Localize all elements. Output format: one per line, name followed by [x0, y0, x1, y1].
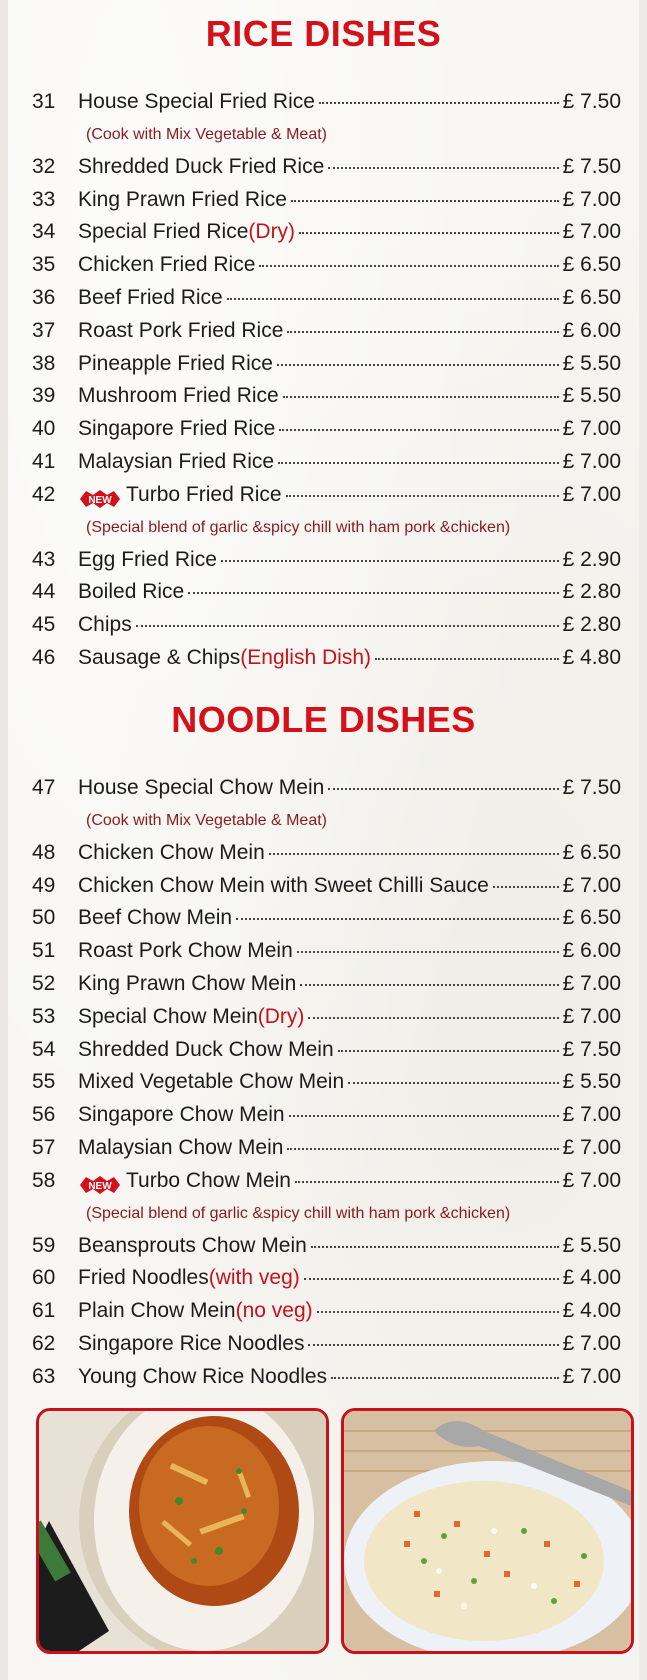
dot-leader: [328, 167, 558, 169]
dot-leader: [348, 1082, 558, 1084]
item-number: 44: [32, 580, 56, 604]
menu-item: [8, 479, 639, 512]
item-number: 49: [32, 873, 56, 897]
dot-leader: [221, 560, 559, 562]
item-name: Fried Noodles: [78, 1266, 209, 1290]
item-number: 34: [32, 220, 56, 244]
item-name-wrap: [78, 184, 287, 217]
item-price: £ 7.00: [562, 1331, 621, 1355]
item-name: Boiled Rice: [78, 580, 185, 604]
item-number: 62: [32, 1331, 56, 1355]
item-name-wrap: [78, 216, 295, 249]
menu-item: [8, 413, 639, 446]
item-name: Young Chow Rice Noodles: [78, 1364, 328, 1388]
item-number: 54: [32, 1037, 56, 1061]
page-edge-left: [0, 0, 8, 1680]
item-price: £ 7.50: [562, 154, 621, 178]
item-price: £ 5.50: [562, 384, 621, 408]
item-name: Malaysian Fried Rice: [78, 449, 275, 473]
dot-leader: [299, 232, 559, 234]
item-price: £ 5.50: [562, 1233, 621, 1257]
menu-item: [8, 544, 639, 577]
item-name: Special Chow Mein: [78, 1004, 258, 1028]
item-price: £ 7.00: [562, 1364, 621, 1388]
item-name: Mushroom Fried Rice: [78, 384, 279, 408]
item-number: 57: [32, 1135, 56, 1159]
item-price: £ 5.50: [562, 351, 621, 375]
dot-leader: [286, 495, 559, 497]
dot-leader: [283, 396, 559, 398]
item-price: £ 2.80: [562, 580, 621, 604]
menu-item: [8, 1132, 639, 1165]
item-name: House Special Chow Mein: [78, 776, 325, 799]
item-number: 50: [32, 906, 56, 930]
item-name-wrap: [78, 870, 489, 903]
photo-strip: [36, 1408, 634, 1652]
item-name-wrap: [78, 413, 275, 446]
menu-item: [8, 1001, 639, 1034]
item-name: Beef Fried Rice: [78, 285, 223, 309]
item-name: Chicken Chow Mein with Sweet Chilli Sauce: [78, 873, 489, 897]
menu-item: [8, 446, 639, 479]
item-name: House Special Fried Rice: [78, 90, 315, 113]
item-number: 38: [32, 351, 56, 375]
dot-leader: [287, 331, 558, 333]
item-name-wrap: [78, 1361, 327, 1394]
svg-text:NEW: NEW: [88, 1181, 112, 1193]
dot-leader: [297, 951, 559, 953]
item-number: 35: [32, 253, 56, 277]
item-note: (Special blend of garlic &spicy chill with ham pork &chicken): [86, 518, 511, 536]
item-number: 47: [32, 776, 56, 799]
dot-leader: [227, 298, 559, 300]
item-name: Chicken Chow Mein: [78, 840, 265, 864]
noodle-section-title: NOODLE DISHES: [171, 699, 476, 740]
menu-item: [8, 1034, 639, 1067]
item-name: Shredded Duck Fried Rice: [78, 154, 325, 178]
item-price: £ 6.50: [562, 285, 621, 309]
item-price: £ 7.50: [562, 776, 621, 799]
item-name-wrap: [78, 544, 217, 577]
item-number: 52: [32, 971, 56, 995]
item-price: £ 6.50: [562, 253, 621, 277]
item-price: £ 7.00: [562, 482, 621, 506]
item-name-wrap: [78, 642, 371, 675]
item-name-wrap: [78, 609, 132, 642]
item-name: Turbo Fried Rice: [126, 482, 282, 506]
item-number: 31: [32, 90, 56, 113]
item-price: £ 7.00: [562, 971, 621, 995]
item-number: 60: [32, 1266, 56, 1290]
item-name-wrap: [78, 446, 274, 479]
menu-item: [8, 576, 639, 609]
dot-leader: [287, 1148, 558, 1150]
item-name-wrap: [78, 479, 282, 512]
item-name: Singapore Rice Noodles: [78, 1331, 305, 1355]
item-price: £ 7.00: [562, 220, 621, 244]
fried-rice-plate-icon: [344, 1411, 631, 1651]
item-name-wrap: [78, 282, 223, 315]
item-name-wrap: [78, 1066, 344, 1099]
dot-leader: [188, 592, 558, 594]
item-name-wrap: [78, 380, 279, 413]
item-number: 53: [32, 1004, 56, 1028]
soup-bowl-icon: [39, 1411, 326, 1651]
item-name: Turbo Chow Mein: [126, 1168, 291, 1192]
item-number: 51: [32, 939, 56, 963]
menu-item: [8, 1295, 639, 1328]
menu-page: [8, 0, 639, 1680]
menu-item: [8, 1328, 639, 1361]
dot-leader: [331, 1377, 559, 1379]
item-price: £ 6.00: [562, 939, 621, 963]
item-name-wrap: [78, 1034, 334, 1067]
item-name: Singapore Fried Rice: [78, 417, 276, 441]
page-edge-right: [639, 0, 647, 1680]
noodle-section: [8, 688, 639, 1394]
item-number: 36: [32, 285, 56, 309]
item-number: 41: [32, 449, 56, 473]
item-number: 40: [32, 417, 56, 441]
item-price: £ 7.50: [562, 90, 621, 113]
item-name: Roast Pork Fried Rice: [78, 318, 284, 342]
item-price: £ 7.00: [562, 1103, 621, 1127]
item-price: £ 2.80: [562, 613, 621, 637]
item-name-qualifier: (Dry): [248, 220, 296, 244]
item-price: £ 6.00: [562, 318, 621, 342]
rice-section: [8, 2, 639, 675]
item-name-wrap: [78, 1328, 304, 1361]
item-name-wrap: [78, 315, 283, 348]
item-number: 63: [32, 1364, 56, 1388]
dot-leader: [304, 1278, 559, 1280]
item-name: Mixed Vegetable Chow Mein: [78, 1070, 345, 1094]
item-price: £ 7.00: [562, 1168, 621, 1192]
dot-leader: [375, 658, 559, 660]
new-badge-icon: [78, 486, 122, 507]
rice-section-title: RICE DISHES: [205, 13, 442, 54]
item-name: Sausage & Chips: [78, 645, 241, 669]
item-number: 45: [32, 613, 56, 637]
item-name: Plain Chow Mein: [78, 1299, 236, 1323]
item-note: (Cook with Mix Vegetable & Meat): [86, 811, 327, 829]
dot-leader: [317, 1311, 559, 1313]
item-note: (Special blend of garlic &spicy chill with ham pork &chicken): [86, 1204, 511, 1222]
item-name-qualifier: (Dry): [257, 1004, 305, 1028]
dot-leader: [136, 625, 559, 627]
menu-item: [8, 348, 639, 381]
item-name: Shredded Duck Chow Mein: [78, 1037, 334, 1061]
dot-leader: [259, 265, 558, 267]
dot-leader: [311, 1246, 559, 1248]
item-number: 32: [32, 154, 56, 178]
dot-leader: [295, 1181, 559, 1183]
item-name: Chicken Fried Rice: [78, 253, 256, 277]
menu-item: [8, 642, 639, 675]
menu-item: [8, 216, 639, 249]
item-name-wrap: [78, 1295, 313, 1328]
menu-item: [8, 609, 639, 642]
item-name-qualifier: (no veg): [235, 1299, 313, 1323]
item-name: Singapore Chow Mein: [78, 1103, 285, 1127]
item-name-wrap: [78, 1230, 307, 1263]
item-name-wrap: [78, 151, 324, 184]
dot-leader: [291, 200, 559, 202]
dot-leader: [338, 1050, 559, 1052]
menu-item: [8, 935, 639, 968]
rice-list: [8, 86, 639, 675]
dot-leader: [269, 853, 559, 855]
menu-item: [8, 902, 639, 935]
item-name-wrap: [78, 348, 273, 381]
menu-item: [8, 1262, 639, 1295]
item-name: King Prawn Fried Rice: [78, 187, 287, 211]
item-name-wrap: [78, 1262, 300, 1295]
item-name-wrap: [78, 249, 255, 282]
dot-leader: [278, 462, 559, 464]
item-name-wrap: [78, 1165, 291, 1198]
dot-leader: [289, 1115, 559, 1117]
fried-rice-photo: [341, 1408, 634, 1654]
menu-item: [8, 772, 639, 805]
item-price: £ 6.50: [562, 840, 621, 864]
item-name: Pineapple Fried Rice: [78, 351, 273, 375]
item-number: 43: [32, 547, 56, 571]
dot-leader: [328, 788, 558, 790]
item-note: (Cook with Mix Vegetable & Meat): [86, 125, 327, 143]
item-price: £ 6.50: [562, 906, 621, 930]
dot-leader: [319, 102, 559, 104]
item-number: 55: [32, 1070, 56, 1094]
item-price: £ 7.50: [562, 1037, 621, 1061]
item-name: Egg Fried Rice: [78, 547, 217, 571]
item-name-wrap: [78, 772, 324, 805]
menu-item: [8, 968, 639, 1001]
dot-leader: [493, 886, 559, 888]
item-price: £ 5.50: [562, 1070, 621, 1094]
item-price: £ 7.00: [562, 1135, 621, 1159]
item-name: Special Fried Rice: [78, 220, 249, 244]
soup-photo: [36, 1408, 329, 1654]
item-name-wrap: [78, 968, 296, 1001]
menu-item: [8, 1099, 639, 1132]
item-price: £ 2.90: [562, 547, 621, 571]
item-name-wrap: [78, 1132, 283, 1165]
dot-leader: [308, 1344, 558, 1346]
item-number: 42: [32, 482, 56, 506]
menu-item: [8, 1066, 639, 1099]
menu-item: [8, 1165, 639, 1198]
item-number: 59: [32, 1233, 56, 1257]
new-badge-icon: [78, 1172, 122, 1193]
menu-item: [8, 1361, 639, 1394]
item-price: £ 4.80: [562, 645, 621, 669]
menu-item: [8, 837, 639, 870]
menu-item: [8, 870, 639, 903]
item-name: Malaysian Chow Mein: [78, 1135, 284, 1159]
menu-item: [8, 184, 639, 217]
dot-leader: [279, 429, 558, 431]
dot-leader: [300, 984, 558, 986]
item-number: 56: [32, 1103, 56, 1127]
item-name: Chips: [78, 613, 132, 637]
item-name-wrap: [78, 837, 265, 870]
item-price: £ 7.00: [562, 417, 621, 441]
item-name-wrap: [78, 86, 315, 119]
noodle-list: [8, 772, 639, 1394]
item-name: Beef Chow Mein: [78, 906, 233, 930]
item-price: £ 4.00: [562, 1266, 621, 1290]
menu-item: [8, 1230, 639, 1263]
item-name: King Prawn Chow Mein: [78, 971, 297, 995]
dot-leader: [277, 364, 559, 366]
item-number: 39: [32, 384, 56, 408]
menu-item: [8, 282, 639, 315]
menu-item: [8, 86, 639, 119]
item-name: Roast Pork Chow Mein: [78, 939, 293, 963]
dot-leader: [236, 918, 559, 920]
dot-leader: [308, 1017, 558, 1019]
item-price: £ 7.00: [562, 873, 621, 897]
menu-item: [8, 151, 639, 184]
item-name-wrap: [78, 1001, 304, 1034]
item-name: Beansprouts Chow Mein: [78, 1233, 307, 1257]
item-number: 58: [32, 1168, 56, 1192]
item-number: 37: [32, 318, 56, 342]
item-price: £ 7.00: [562, 1004, 621, 1028]
item-name-wrap: [78, 1099, 285, 1132]
item-price: £ 4.00: [562, 1299, 621, 1323]
svg-text:NEW: NEW: [88, 495, 112, 507]
item-number: 48: [32, 840, 56, 864]
item-price: £ 7.00: [562, 187, 621, 211]
item-name-wrap: [78, 576, 184, 609]
menu-item: [8, 249, 639, 282]
item-name-qualifier: (with veg): [208, 1266, 300, 1290]
item-number: 46: [32, 645, 56, 669]
menu-item: [8, 380, 639, 413]
item-number: 33: [32, 187, 56, 211]
item-number: 61: [32, 1299, 56, 1323]
item-name-wrap: [78, 935, 293, 968]
item-name-wrap: [78, 902, 232, 935]
item-name-qualifier: (English Dish): [240, 645, 371, 669]
menu-item: [8, 315, 639, 348]
item-price: £ 7.00: [562, 449, 621, 473]
